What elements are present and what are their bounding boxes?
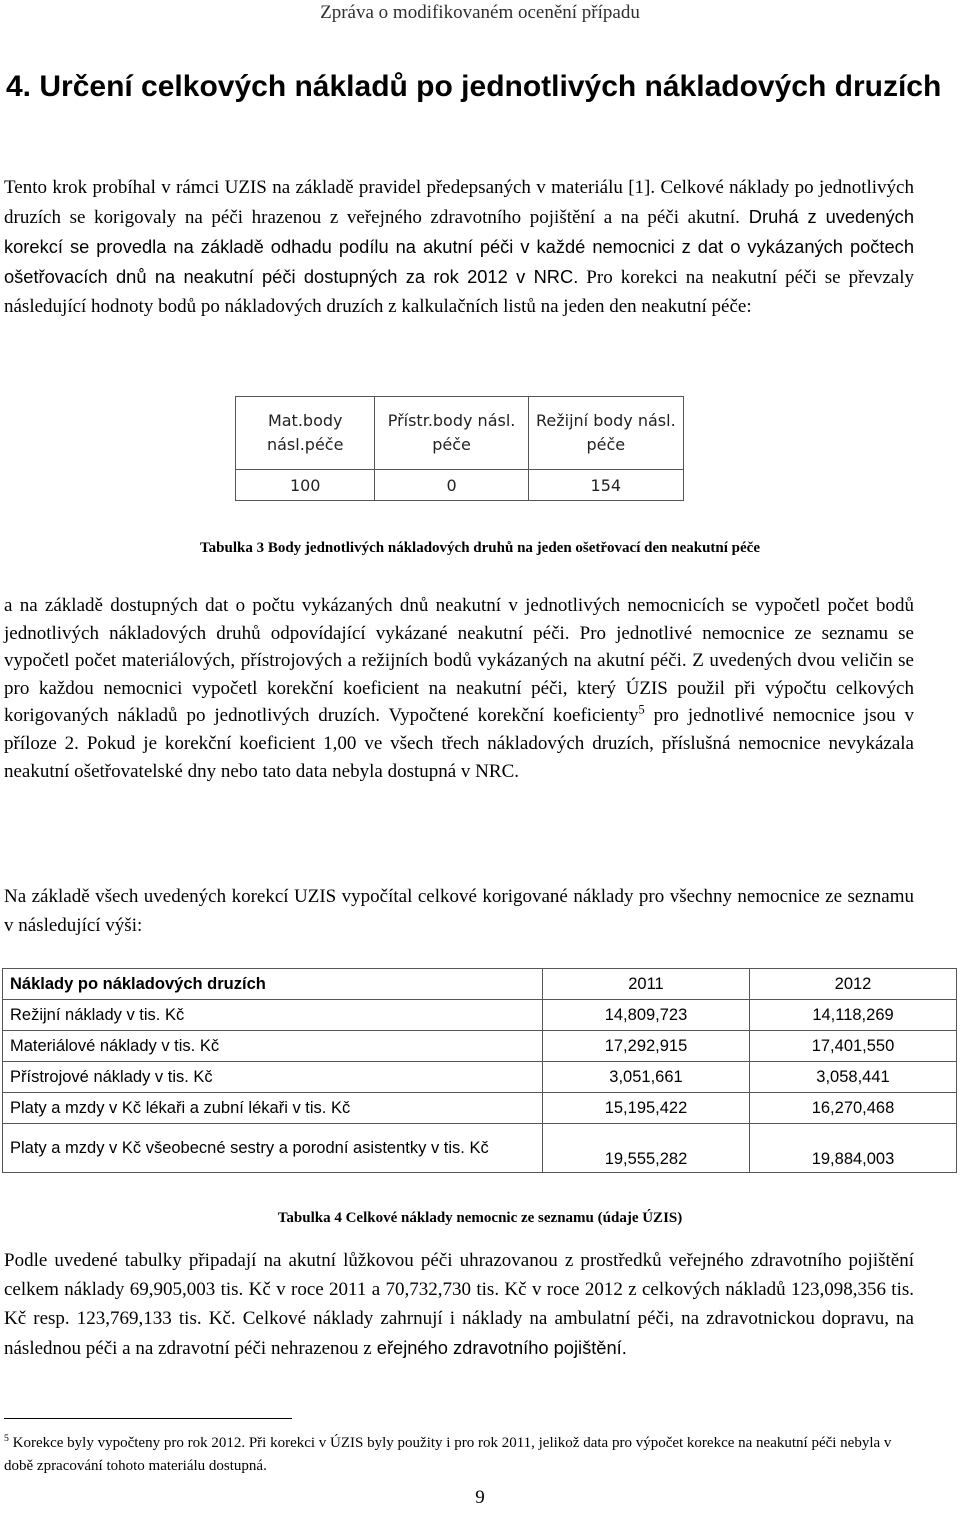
points-table-value-row	[236, 470, 684, 501]
points-header-device: Přístr.body násl. péče	[375, 397, 528, 470]
table3-caption: Tabulka 3 Body jednotlivých nákladových druhů na jeden ošetřovací den neakutní péče	[200, 540, 760, 556]
costs-row-2012: 17,401,550	[750, 1031, 957, 1062]
paragraph-intro	[4, 173, 914, 321]
costs-row-label: Platy a mzdy v Kč všeobecné sestry a porodní asistentky v tis. Kč	[3, 1124, 543, 1173]
page-number: 9	[475, 1487, 485, 1508]
table-row	[3, 1124, 957, 1173]
paragraph-correction-text: a na základě dostupných dat o počtu vykázaných dnů neakutní v jednotlivých nemocnicích se vypočetl počet bodů jednotlivých nákladových druhů odpovídající vykázané neakutní péči. Pro jednotlivé nemocnice ze seznamu se vypočetl počet materiálových, přístrojových a režijních bodů vykázaných na akutní péči. Z uvedených dvou veličin se pro každou nemocnici vypočetl korekční koeficient na neakutní péči, který ÚZIS použil při výpočtu celkových korigovaných nákladů po jednotlivých druzích. Vypočtené korekční koeficienty	[4, 595, 914, 727]
paragraph-summary: Na základě všech uvedených korekcí UZIS vypočítal celkové korigované náklady pro všechny nemocnice ze seznamu v následující výši:	[4, 886, 914, 936]
points-table-header-row	[236, 397, 684, 470]
points-header-overhead: Režijní body násl. péče	[528, 397, 683, 470]
costs-row-2011: 15,195,422	[543, 1093, 750, 1124]
costs-row-2011: 14,809,723	[543, 1000, 750, 1031]
paragraph-conclusion-part1: Podle uvedené tabulky připadají na akutní lůžkovou péči uhrazovanou z prostředků veřejného zdravotního pojištění celkem náklady 69,905,003 tis. Kč v roce 2011 a 70,732,730 tis. Kč v roce 2012 z celkových nákladů 123,098,356 tis. Kč resp. 123,769,133 tis. Kč. Celkové náklady zahrnují i náklady na ambulatní péči, na zdravotnickou dopravu, na následnou péči a na zdravotní péči nehrazenou z	[4, 1250, 914, 1359]
points-value-overhead: 154	[528, 470, 683, 501]
costs-table	[2, 968, 957, 1173]
footnote-text: Korekce byly vypočteny pro rok 2012. Při korekci v ÚZIS byly použity i pro rok 2011, jelikož data pro výpočet korekce na neakutní péči nebyla v době zpracování tohoto materiálu dostupná.	[4, 1435, 892, 1474]
paragraph-correction	[4, 592, 914, 785]
costs-row-label: Materiálové náklady v tis. Kč	[3, 1031, 543, 1062]
points-header-material: Mat.body násl.péče	[236, 397, 375, 470]
costs-header-2012: 2012	[750, 969, 957, 1000]
footnote	[4, 1432, 924, 1478]
paragraph-correction-text-after: pro jednotlivé nemocnice jsou v příloze 2. Pokud je korekční koeficient 1,00 ve všech třech nákladových druzích, příslušná nemocnice nevykázala neakutní ošetřovatelské dny nebo tato data nebyla dostupná v NRC.	[4, 705, 915, 782]
table-row	[3, 1062, 957, 1093]
costs-row-2012: 16,270,468	[750, 1093, 957, 1124]
points-table	[235, 396, 684, 501]
paragraph-intro-part3: Pro korekci na neakutní péči se převzaly následující hodnoty bodů po nákladových druzích z kalkulačních listů na jeden den neakutní péče:	[4, 267, 914, 317]
costs-row-2012: 14,118,269	[750, 1000, 957, 1031]
points-value-device: 0	[375, 470, 528, 501]
costs-row-label: Režijní náklady v tis. Kč	[3, 1000, 543, 1031]
costs-row-label: Přístrojové náklady v tis. Kč	[3, 1062, 543, 1093]
costs-row-2012: 19,884,003	[750, 1124, 957, 1173]
running-header: Zpráva o modifikovaném ocenění případu	[320, 2, 640, 23]
paragraph-intro-part1: Tento krok probíhal v rámci UZIS na základě pravidel předepsaných v materiálu [1]. Celkové náklady po jednotlivých druzích se korigovaly na péči hrazenou z veřejného zdravotního pojištění a na péči akutní.	[4, 177, 914, 228]
costs-header-label: Náklady po nákladových druzích	[3, 969, 543, 1000]
paragraph-conclusion-part2: eřejného zdravotního pojištění.	[371, 1337, 627, 1358]
section-title: 4. Určení celkových nákladů po jednotlivých nákladových druzích	[6, 70, 942, 103]
points-value-material: 100	[236, 470, 375, 501]
table-row	[3, 1031, 957, 1062]
costs-header-2011: 2011	[543, 969, 750, 1000]
footnote-number: 5	[4, 1433, 9, 1444]
footnote-divider	[4, 1418, 292, 1419]
table-row	[3, 1093, 957, 1124]
table-row	[3, 1000, 957, 1031]
costs-row-2011: 3,051,661	[543, 1062, 750, 1093]
paragraph-conclusion	[4, 1246, 914, 1363]
costs-row-2011: 19,555,282	[543, 1124, 750, 1173]
costs-row-2012: 3,058,441	[750, 1062, 957, 1093]
costs-table-header-row	[3, 969, 957, 1000]
footnote-reference[interactable]: 5	[638, 703, 645, 718]
paragraph-intro-part2: Druhá z uvedených korekcí se provedla na základě odhadu podílu na akutní péči v každé nemocnici z dat o vykázaných počtech ošetřovacích dnů na neakutní péči dostupných za rok 2012 v NRC.	[4, 206, 914, 287]
costs-row-2011: 17,292,915	[543, 1031, 750, 1062]
table4-caption: Tabulka 4 Celkové náklady nemocnic ze seznamu (údaje ÚZIS)	[277, 1210, 683, 1226]
costs-row-label: Platy a mzdy v Kč lékaři a zubní lékaři v tis. Kč	[3, 1093, 543, 1124]
